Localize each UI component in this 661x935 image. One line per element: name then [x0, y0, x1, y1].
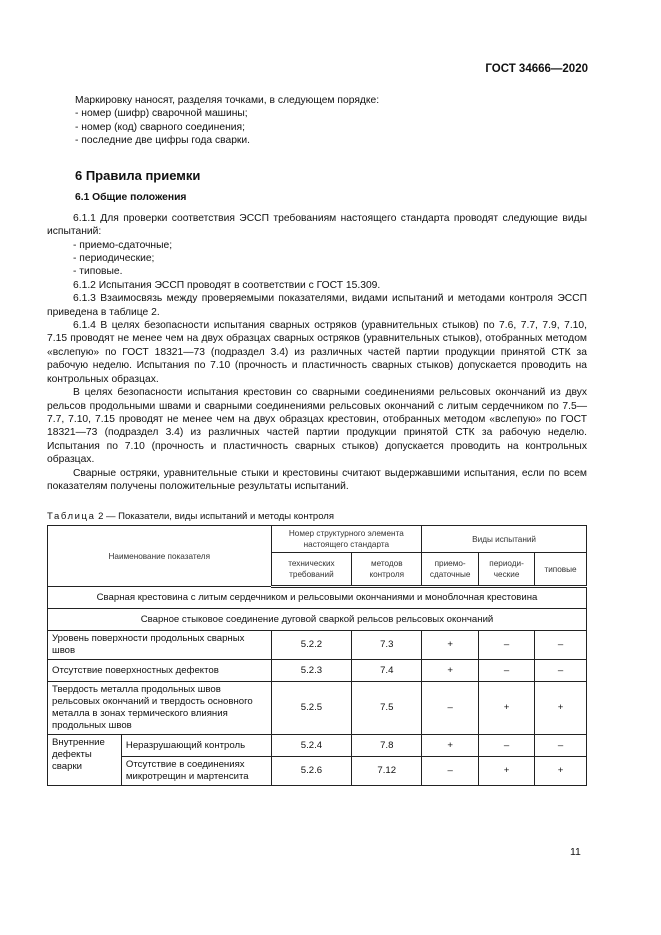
paragraph-6-1-1: 6.1.1 Для проверки соответствия ЭССП требованиям настоящего стандарта проводят следующие виды испытаний: — [47, 212, 587, 238]
cell-group-label: Внутренние дефекты сварки — [48, 735, 122, 786]
cell-name: Неразрушающий контроль — [121, 735, 271, 757]
subsection-title: 6.1 Общие положения — [75, 192, 187, 204]
cell-periodic: + — [479, 757, 535, 786]
table-row — [48, 631, 587, 660]
table-2 — [47, 525, 587, 786]
cell-method: 7.4 — [352, 660, 422, 682]
header-tech: технических требований — [271, 553, 352, 587]
list-item: - последние две цифры года сварки. — [75, 135, 251, 147]
table-row — [48, 757, 587, 786]
paragraph-6-1-2: 6.1.2 Испытания ЭССП проводят в соответствии с ГОСТ 15.309. — [73, 279, 381, 291]
cell-type: – — [535, 631, 587, 660]
list-item: - номер (шифр) сварочной машины; — [75, 108, 248, 120]
header-type: типовые — [535, 553, 587, 587]
cell-tech: 5.2.3 — [271, 660, 352, 682]
header-struct: Номер структурного элемента настоящего стандарта — [271, 526, 422, 553]
table-row — [48, 682, 587, 735]
table-row — [48, 660, 587, 682]
cell-name: Твердость металла продольных швов рельсовых окончаний и твердость основного металла в зонах термического влияния продольных швов — [48, 682, 272, 735]
paragraph-crossings: В целях безопасности испытания крестовин со сварными соединениями рельсовых окончаний из двух рельсов продольными швами и сварными соединениями рельсовых окончаний с литым сердечником по 7.5—7.7, 7.10, 7.15 проводят не менее чем на двух образцах крестовин, отобранных методом «вслепую» по ГОСТ 18321—73 (подраздел 3.4) из различных частей партии продукции принятой СТК за рабочую неделю. Испытания по 7.10 (прочность и пластичность сварных стыков) допускается проводить на контрольных образцах. — [47, 387, 587, 466]
caption-label: Таблица — [47, 511, 96, 522]
header-test-types: Виды испытаний — [422, 526, 587, 553]
header-methods: методов контроля — [352, 553, 422, 587]
cell-acceptance: – — [422, 682, 479, 735]
cell-tech: 5.2.6 — [271, 757, 352, 786]
table-caption — [47, 510, 334, 523]
page-number: 11 — [570, 846, 581, 858]
paragraph-6-1-3: 6.1.3 Взаимосвязь между проверяемыми показателями, видами испытаний и методами контроля ЭССП приведена в таблице 2. — [47, 293, 587, 318]
cell-type: + — [535, 757, 587, 786]
list-item: - периодические; — [73, 253, 155, 265]
marking-text — [75, 94, 587, 148]
cell-tech: 5.2.4 — [271, 735, 352, 757]
cell-tech: 5.2.2 — [271, 631, 352, 660]
section-6 — [47, 168, 587, 493]
cell-tech: 5.2.5 — [271, 682, 352, 735]
group-row: Сварное стыковое соединение дуговой сваркой рельсов рельсовых окончаний — [48, 609, 587, 631]
cell-acceptance: – — [422, 757, 479, 786]
paragraph-acceptance: Сварные остряки, уравнительные стыки и крестовины считают выдержавшими испытания, если по всем показателям получены положительные результаты испытаний. — [47, 467, 587, 492]
cell-method: 7.12 — [352, 757, 422, 786]
list-item: - типовые. — [73, 266, 123, 278]
caption-text: 2 — Показатели, виды испытаний и методы контроля — [95, 511, 334, 522]
cell-periodic: – — [479, 660, 535, 682]
header-acceptance: приемо-сдаточные — [422, 553, 479, 587]
section-title: 6 Правила приемки — [75, 168, 201, 183]
cell-periodic: – — [479, 631, 535, 660]
list-item: - приемо-сдаточные; — [73, 239, 173, 251]
header-periodic: периоди-ческие — [479, 553, 535, 587]
cell-type: – — [535, 735, 587, 757]
header-name: Наименование показателя — [48, 526, 272, 587]
cell-acceptance: + — [422, 631, 479, 660]
table-row — [48, 735, 587, 757]
paragraph-6-1-4: 6.1.4 В целях безопасности испытания сварных остряков (уравнительных стыков) по 7.6, 7.7, 7.9, 7.10, 7.15 проводят не менее чем на двух образцах сварных остряков (уравнительных стыков), отобранных методом «вслепую» по ГОСТ 18321—73 (подраздел 3.4) из различных частей партии продукции принятой СТК за рабочую неделю. Испытания по 7.10 (прочность и пластичность сварных стыков) допускается проводить на контрольных образцах. — [47, 320, 587, 385]
cell-periodic: – — [479, 735, 535, 757]
paragraph: Маркировку наносят, разделяя точками, в следующем порядке: — [75, 95, 380, 106]
cell-name: Отсутствие в соединениях микротрещин и мартенсита — [121, 757, 271, 786]
cell-acceptance: + — [422, 660, 479, 682]
cell-name: Уровень поверхности продольных сварных швов — [48, 631, 272, 660]
list-item: - номер (код) сварного соединения; — [75, 121, 245, 133]
cell-periodic: + — [479, 682, 535, 735]
cell-method: 7.3 — [352, 631, 422, 660]
cell-method: 7.8 — [352, 735, 422, 757]
group-row: Сварная крестовина с литым сердечником и рельсовыми окончаниями и моноблочная крестовина — [48, 587, 587, 609]
standard-header: ГОСТ 34666—2020 — [485, 63, 588, 75]
cell-type: – — [535, 660, 587, 682]
cell-method: 7.5 — [352, 682, 422, 735]
cell-acceptance: + — [422, 735, 479, 757]
cell-name: Отсутствие поверхностных дефектов — [48, 660, 272, 682]
cell-type: + — [535, 682, 587, 735]
